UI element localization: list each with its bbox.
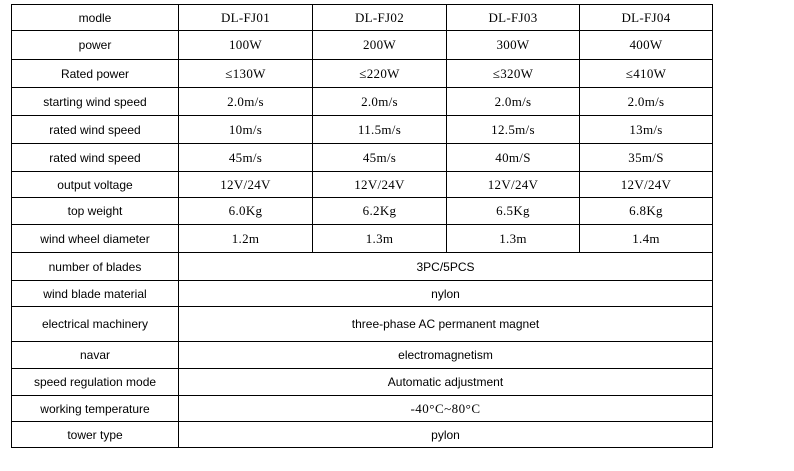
- spec-row-output-voltage: [12, 172, 713, 198]
- cell-value: 6.0Kg: [179, 198, 313, 225]
- cell-value: 1.3m: [447, 225, 580, 253]
- cell-value: 2.0m/s: [447, 88, 580, 116]
- merged-value: pylon: [179, 422, 713, 448]
- cell-value: 2.0m/s: [313, 88, 447, 116]
- row-label: rated wind speed: [12, 144, 179, 172]
- spec-row-electrical-machinery: [12, 307, 713, 342]
- cell-value: 35m/S: [580, 144, 713, 172]
- cell-value: 1.2m: [179, 225, 313, 253]
- merged-value: Automatic adjustment: [179, 369, 713, 396]
- model-name: DL-FJ04: [580, 5, 713, 31]
- spec-row-number-of-blades: [12, 253, 713, 281]
- cell-value: ≤130W: [179, 60, 313, 88]
- specification-table: [11, 4, 713, 448]
- row-label: tower type: [12, 422, 179, 448]
- cell-value: 11.5m/s: [313, 116, 447, 144]
- cell-value: 45m/s: [179, 144, 313, 172]
- cell-value: 12V/24V: [580, 172, 713, 198]
- cell-value: 400W: [580, 31, 713, 60]
- cell-value: 13m/s: [580, 116, 713, 144]
- cell-value: 2.0m/s: [179, 88, 313, 116]
- spec-row-power: [12, 31, 713, 60]
- header-label: modle: [12, 5, 179, 31]
- row-label: wind wheel diameter: [12, 225, 179, 253]
- merged-value: 3PC/5PCS: [179, 253, 713, 281]
- row-label: navar: [12, 342, 179, 369]
- cell-value: 6.8Kg: [580, 198, 713, 225]
- cell-value: 10m/s: [179, 116, 313, 144]
- spec-row-wind-blade-material: [12, 281, 713, 307]
- merged-value: nylon: [179, 281, 713, 307]
- spec-row-top-weight: [12, 198, 713, 225]
- spec-row-wind-wheel-diameter: [12, 225, 713, 253]
- spec-row-tower-type: [12, 422, 713, 448]
- row-label: rated wind speed: [12, 116, 179, 144]
- spec-row-rated-wind-speed: [12, 116, 713, 144]
- row-label: number of blades: [12, 253, 179, 281]
- cell-value: 100W: [179, 31, 313, 60]
- model-name: DL-FJ01: [179, 5, 313, 31]
- cell-value: 40m/S: [447, 144, 580, 172]
- cell-value: 6.2Kg: [313, 198, 447, 225]
- row-label: power: [12, 31, 179, 60]
- cell-value: 300W: [447, 31, 580, 60]
- row-label: Rated power: [12, 60, 179, 88]
- cell-value: 12V/24V: [179, 172, 313, 198]
- spec-row-rated-wind-speed: [12, 144, 713, 172]
- cell-value: ≤220W: [313, 60, 447, 88]
- row-label: wind blade material: [12, 281, 179, 307]
- merged-value: three-phase AC permanent magnet: [179, 307, 713, 342]
- cell-value: 6.5Kg: [447, 198, 580, 225]
- merged-value: electromagnetism: [179, 342, 713, 369]
- row-label: speed regulation mode: [12, 369, 179, 396]
- cell-value: 200W: [313, 31, 447, 60]
- model-name: DL-FJ02: [313, 5, 447, 31]
- cell-value: 45m/s: [313, 144, 447, 172]
- cell-value: 1.3m: [313, 225, 447, 253]
- spec-row-speed-regulation-mode: [12, 369, 713, 396]
- cell-value: 12.5m/s: [447, 116, 580, 144]
- row-label: top weight: [12, 198, 179, 225]
- model-name: DL-FJ03: [447, 5, 580, 31]
- cell-value: ≤410W: [580, 60, 713, 88]
- row-label: starting wind speed: [12, 88, 179, 116]
- cell-value: 1.4m: [580, 225, 713, 253]
- spec-row-working-temperature: [12, 396, 713, 422]
- row-label: electrical machinery: [12, 307, 179, 342]
- cell-value: 12V/24V: [447, 172, 580, 198]
- spec-row-navar: [12, 342, 713, 369]
- spec-row-rated-power: [12, 60, 713, 88]
- merged-value: -40°C~80°C: [179, 396, 713, 422]
- cell-value: 12V/24V: [313, 172, 447, 198]
- cell-value: ≤320W: [447, 60, 580, 88]
- header-row: [12, 5, 713, 31]
- spec-row-starting-wind-speed: [12, 88, 713, 116]
- row-label: working temperature: [12, 396, 179, 422]
- cell-value: 2.0m/s: [580, 88, 713, 116]
- row-label: output voltage: [12, 172, 179, 198]
